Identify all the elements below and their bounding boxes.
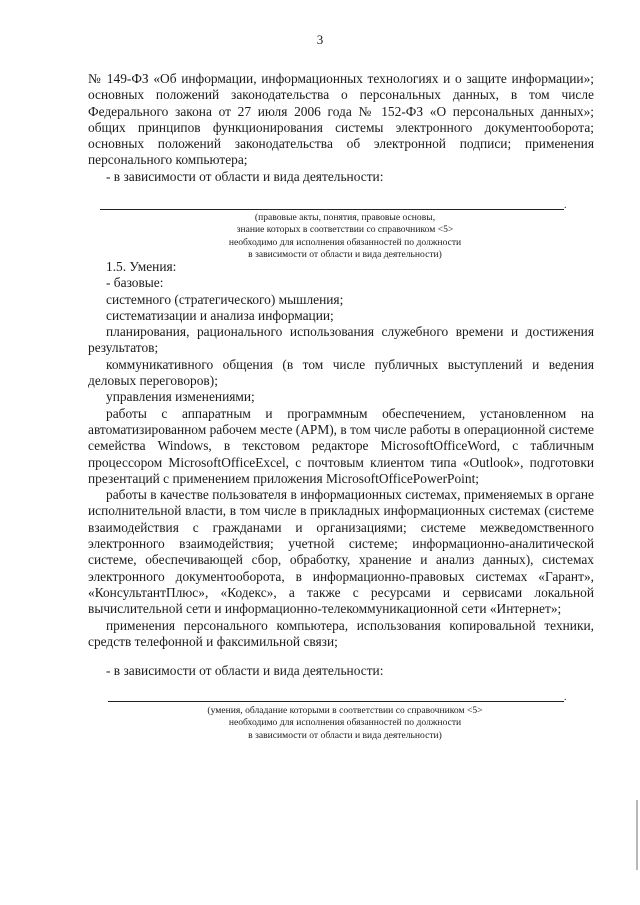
caption-skills — [180, 705, 510, 742]
line-end-mark: . — [564, 200, 567, 211]
paragraph: системного (стратегического) мышления; — [106, 291, 344, 307]
paragraph: работы с аппаратным и программным обеспечением, установленном на автоматизированном рабочем месте (АРМ), в том числе работы в операционной системе семейства Windows, в текстовом редакторе MicrosoftOfficeWord, с табличным процессором MicrosoftOfficeExcel, с почтовым клиентом типа «Outlook», подготовки презентаций с применением приложения MicrosoftOfficePowerPoint; — [88, 405, 594, 486]
caption-line: в зависимости от области и вида деятельности) — [248, 729, 442, 741]
fill-in-line — [100, 209, 564, 210]
page-number: 3 — [316, 32, 324, 47]
paragraph: управления изменениями; — [106, 389, 255, 405]
paragraph: применения персонального компьютера, использования копировальной техники, средств телефонной и факсимильной связи; — [88, 617, 594, 649]
paragraph: коммуникативного общения (в том числе публичных выступлений и ведения деловых переговоров); — [88, 356, 594, 389]
paragraph: систематизации и анализа информации; — [106, 307, 334, 323]
paragraph-block-knowledge — [88, 71, 594, 185]
caption-line: необходимо для исполнения обязанностей по должности — [228, 717, 462, 729]
paragraph: планирования, рационального использования служебного времени и достижения результатов; — [88, 324, 594, 356]
caption-line: необходимо для исполнения обязанностей по должности — [228, 236, 462, 248]
paragraph: 1.5. Умения: — [106, 259, 177, 274]
paragraph: - в зависимости от области и вида деятельности: — [106, 168, 384, 184]
paragraph-block-skills-specific — [88, 663, 594, 679]
scan-edge-mark — [636, 800, 638, 870]
paragraph: - базовые: — [106, 275, 164, 291]
paragraph: - в зависимости от области и вида деятельности: — [106, 663, 384, 678]
paragraph: работы в качестве пользователя в информационных системах, применяемых в органе исполнительной власти, в том числе в прикладных информационных системах (системе взаимодействия с гражданами и организациями; системе межведомственного электронного взаимодействия; учетной системе; информационно-аналитической системе, обеспечивающей сбор, обработку, хранение и анализ данных), системах электронного документооборота, в информационно-правовых системах «Гарант», «КонсультантПлюс», «Кодекс», а также с ресурсами и сервисами локальной вычислительной сети и информационно-телекоммуникационной сети «Интернет»; — [88, 487, 594, 617]
caption-line: (умения, обладание которыми в соответствии со справочником <5> — [207, 705, 483, 716]
paragraph-block-skills — [88, 259, 594, 650]
caption-line: в зависимости от области и вида деятельности) — [248, 249, 442, 261]
fill-in-line — [108, 701, 564, 702]
line-end-mark: . — [564, 692, 567, 703]
paragraph: № 149-ФЗ «Об информации, информационных технологиях и о защите информации»; основных положений законодательства о персональных данных, в том числе Федерального закона от 27 июля 2006 года № 152-ФЗ «О персональных данных»; общих принципов функционирования системы электронного документооборота; основных положений законодательства об электронной подписи; применения персонального компьютера; — [88, 71, 594, 168]
caption-line: (правовые акты, понятия, правовые основы, — [254, 212, 436, 223]
caption-legal-acts — [180, 212, 510, 262]
caption-line: знание которых в соответствии со справочником <5> — [236, 224, 454, 236]
